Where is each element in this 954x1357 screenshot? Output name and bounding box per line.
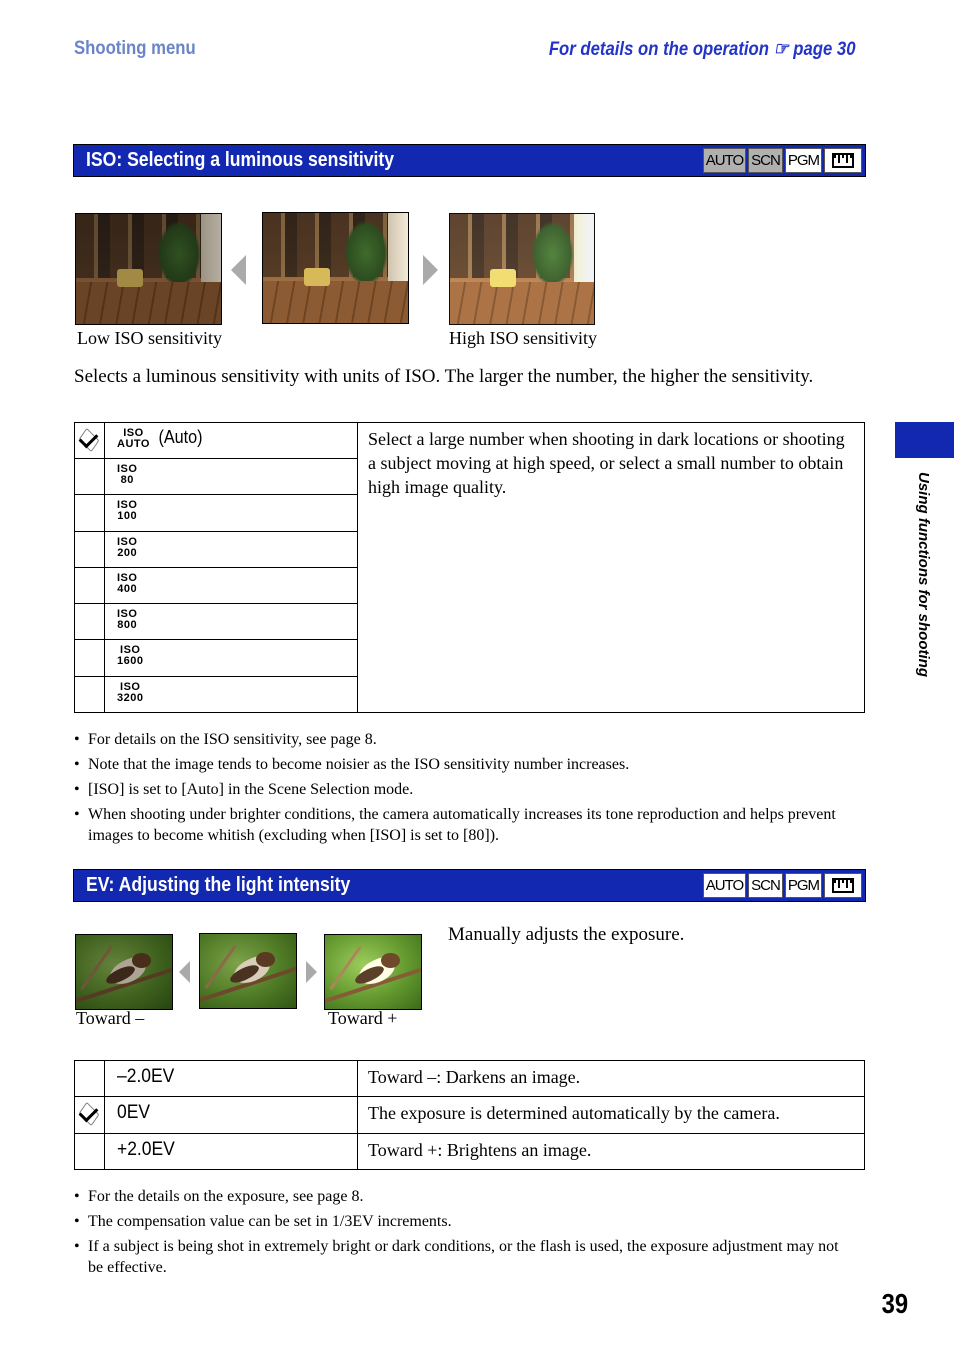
- iso-100-icon: ISO 100: [117, 499, 138, 522]
- ev-plus-photo: [324, 934, 422, 1010]
- list-item: • For the details on the exposure, see page 8.: [74, 1186, 854, 1207]
- ev-minus-photo: [75, 934, 173, 1010]
- list-item: • The compensation value can be set in 1/3EV increments.: [74, 1211, 854, 1232]
- page-number: 39: [881, 1288, 908, 1319]
- iso-mode-icons: [703, 148, 862, 173]
- ev-options-table: [74, 1060, 865, 1170]
- left-arrow-icon: [231, 255, 246, 285]
- iso-200-icon: ISO 200: [117, 536, 138, 559]
- high-iso-caption: High ISO sensitivity: [449, 328, 598, 348]
- scn-mode-icon: SCN: [748, 873, 783, 898]
- ev-section-header: [73, 869, 866, 902]
- iso-section-header: [73, 144, 866, 177]
- ev-section-title: EV: Adjusting the light intensity: [86, 874, 351, 896]
- auto-mode-icon: AUTO: [703, 873, 746, 898]
- movie-mode-icon: [824, 148, 862, 173]
- low-iso-photo: [75, 213, 222, 325]
- ev-minus-caption: Toward –: [76, 1008, 145, 1028]
- movie-mode-icon: [824, 873, 862, 898]
- list-item: • For details on the ISO sensitivity, see page 8.: [74, 729, 854, 750]
- mid-iso-photo: [262, 212, 409, 324]
- iso-auto-check: [75, 423, 105, 459]
- operation-page-link[interactable]: For details on the operation ☞ page 30: [549, 39, 856, 60]
- iso-400-icon: ISO 400: [117, 572, 138, 595]
- iso-auto-label: (Auto): [158, 427, 203, 447]
- iso-option-200[interactable]: [105, 532, 358, 568]
- iso-1600-icon: ISO 1600: [117, 644, 144, 667]
- ev-desc-zero: The exposure is determined automatically by the camera.: [358, 1097, 865, 1134]
- iso-3200-icon: ISO 3200: [117, 681, 144, 704]
- iso-notes: [74, 729, 854, 850]
- ev-zero-photo: [199, 933, 297, 1009]
- iso-section-title: ISO: Selecting a luminous sensitivity: [86, 149, 395, 171]
- scn-mode-icon: SCN: [748, 148, 783, 173]
- iso-option-100[interactable]: [105, 495, 358, 532]
- list-item: • Note that the image tends to become noisier as the ISO sensitivity number increases.: [74, 754, 854, 775]
- low-iso-caption: Low ISO sensitivity: [77, 328, 223, 348]
- iso-options-table: [74, 422, 865, 713]
- chapter-tab-label: Using functions for shooting: [915, 472, 932, 677]
- ev-zero-check: [75, 1097, 105, 1134]
- left-arrow-icon: [179, 961, 190, 983]
- chapter-tab: [895, 422, 954, 458]
- check-icon: [80, 1103, 100, 1123]
- auto-mode-icon: AUTO: [703, 148, 746, 173]
- iso-description: Select a large number when shooting in dark locations or shooting a subject moving at high speed, or select a small number to obtain high image quality.: [358, 423, 865, 713]
- iso-auto-icon: ISO AUTO: [117, 427, 150, 450]
- ev-desc-plus2: Toward +: Brightens an image.: [358, 1134, 865, 1170]
- ev-mode-icons: [703, 873, 862, 898]
- iso-80-icon: ISO 80: [117, 463, 138, 486]
- right-arrow-icon: [306, 961, 317, 983]
- ev-option-minus2[interactable]: –2.0EV: [105, 1061, 358, 1097]
- list-item: • When shooting under brighter conditions, the camera automatically increases its tone reproduction and helps prevent images to become whitish (excluding when [ISO] is set to [80]).: [74, 804, 854, 846]
- iso-option-800[interactable]: [105, 604, 358, 640]
- iso-800-icon: ISO 800: [117, 608, 138, 631]
- pgm-mode-icon: PGM: [785, 148, 822, 173]
- right-arrow-icon: [423, 255, 438, 285]
- check-icon: [80, 429, 100, 449]
- list-item: • If a subject is being shot in extremely bright or dark conditions, or the flash is used, the exposure adjustment may not be effective.: [74, 1236, 854, 1278]
- pgm-mode-icon: PGM: [785, 873, 822, 898]
- iso-option-auto[interactable]: [105, 423, 358, 459]
- ev-option-plus2[interactable]: +2.0EV: [105, 1134, 358, 1170]
- list-item: • [ISO] is set to [Auto] in the Scene Selection mode.: [74, 779, 854, 800]
- ev-option-zero[interactable]: 0EV: [105, 1097, 358, 1134]
- iso-intro-text: Selects a luminous sensitivity with units of ISO. The larger the number, the higher the sensitivity.: [74, 366, 814, 387]
- iso-option-3200[interactable]: [105, 677, 358, 713]
- iso-option-1600[interactable]: [105, 640, 358, 677]
- ev-intro-text: Manually adjusts the exposure.: [448, 924, 685, 945]
- ev-notes: [74, 1186, 854, 1282]
- ev-desc-minus2: Toward –: Darkens an image.: [358, 1061, 865, 1097]
- high-iso-photo: [449, 213, 595, 325]
- iso-option-80[interactable]: [105, 459, 358, 495]
- breadcrumb-shooting-menu: Shooting menu: [74, 38, 196, 59]
- ev-plus-caption: Toward +: [328, 1008, 398, 1028]
- iso-option-400[interactable]: [105, 568, 358, 604]
